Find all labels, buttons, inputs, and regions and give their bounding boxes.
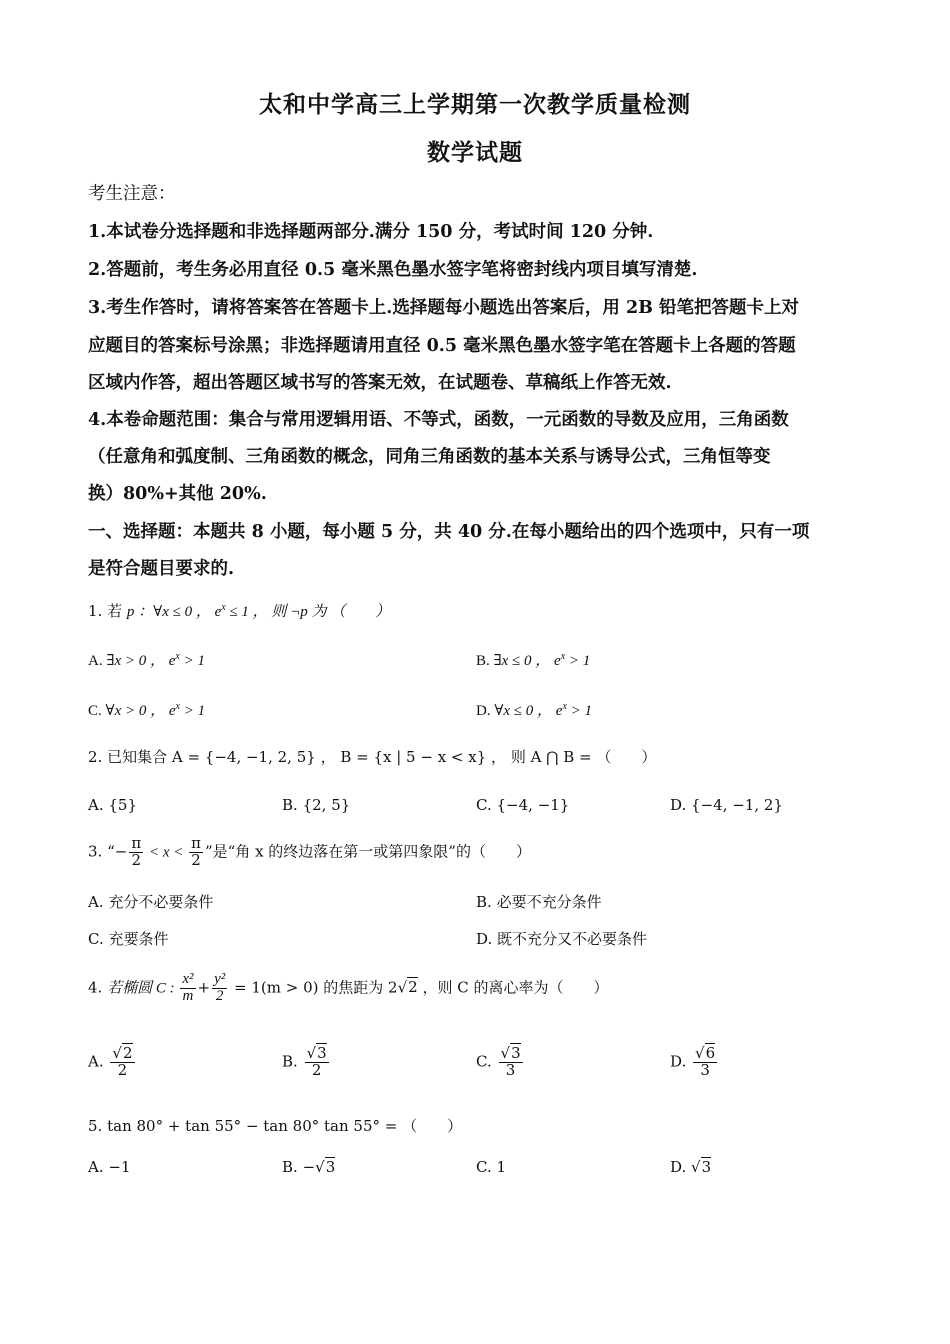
q5-option-a[interactable] [88, 1158, 131, 1176]
plus-sign: + [197, 978, 211, 997]
inequality: < x < [145, 844, 188, 861]
fraction-denominator: 3 [505, 1060, 516, 1079]
fraction-denominator: 2 [311, 1060, 322, 1079]
option-text: ∃x > 0 ， e [106, 653, 176, 669]
question-math: ≤ 1 ， 则 ¬p 为 （ ） [225, 604, 391, 620]
option-letter: B. [282, 1052, 298, 1071]
sqrt-radicand: 2 [408, 978, 418, 997]
exam-subtitle: 数学试题 [427, 139, 523, 166]
superscript: x [221, 602, 226, 613]
option-letter: D. [476, 703, 491, 719]
question-5 [88, 1115, 462, 1136]
q2-option-d[interactable] [670, 796, 783, 814]
superscript: x [560, 651, 566, 662]
question-number: 3. [88, 842, 103, 861]
option-letter: A. [88, 796, 104, 814]
option-text: {2, 5} [302, 796, 351, 814]
q3-option-d[interactable] [476, 928, 647, 949]
notice-line-4: 应题目的答案标号涂黑；非选择题请用直径 0.5 毫米黑色墨水签字笔在答题卡上各题的答题 [88, 336, 796, 356]
option-text: − [302, 1158, 316, 1176]
q5-option-c[interactable] [476, 1158, 506, 1176]
option-text: 充要条件 [108, 930, 169, 948]
question-text: = 1(m > 0) 的焦距为 2 [229, 978, 398, 997]
question-4: 4. 若椭圆 C : $\frac{\text{x²}}{m}$ + $\frac{\text{y²}}{2}$ = 1(m > 0) 的焦距为 2√2 ，则 C 的离心率为（ ） [88, 971, 609, 1004]
fraction-denominator: m [182, 987, 194, 1004]
option-text: 1 [496, 1158, 507, 1176]
q4-option-a[interactable]: A. $\frac{√2}{2}$ [88, 1044, 133, 1079]
notice-line-5: 区域内作答，超出答题区域书写的答案无效，在试题卷、草稿纸上作答无效. [88, 373, 672, 393]
sqrt-radicand: 3 [511, 1044, 521, 1062]
fraction-numerator: π [191, 834, 201, 852]
sqrt-radicand: 3 [325, 1158, 336, 1176]
q4-option-b[interactable]: B. $\frac{√3}{2}$ [282, 1044, 327, 1079]
q4-option-d[interactable]: D. $\frac{√6}{3}$ [670, 1044, 716, 1079]
q1-option-c[interactable] [88, 699, 205, 720]
question-2 [88, 746, 656, 767]
notice-line-7: （任意角和弧度制、三角函数的概念，同角三角函数的基本关系与诱导公式，三角恒等变 [88, 447, 771, 467]
q1-option-b[interactable] [476, 649, 590, 670]
question-text: 已知集合 A = {−4, −1, 2, 5} ， B = {x | 5 − x < x} ， 则 A ⋂ B = （ ） [107, 748, 657, 766]
notice-line-2: 2.答题前，考生务必用直径 0.5 毫米黑色墨水签字笔将密封线内项目填写清楚. [88, 260, 698, 280]
sqrt-radicand: 2 [122, 1044, 133, 1062]
fraction-numerator: y² [214, 971, 226, 987]
question-text: 若 [107, 602, 123, 620]
notice-line-6: 4.本卷命题范围：集合与常用逻辑用语、不等式，函数，一元函数的导数及应用，三角函数 [88, 410, 789, 430]
question-math: p ：∀x ≤ 0 ， e [126, 604, 222, 620]
option-text: 既不充分又不必要条件 [497, 930, 648, 948]
q2-option-b[interactable] [282, 796, 350, 814]
sqrt-radicand: 6 [705, 1044, 716, 1062]
fraction-denominator: 2 [131, 850, 142, 869]
sqrt-radicand: 3 [701, 1158, 712, 1176]
option-text: 充分不必要条件 [108, 893, 214, 911]
option-letter: B. [282, 796, 298, 814]
question-number: 1. [88, 602, 103, 620]
q2-option-c[interactable] [476, 796, 569, 814]
option-letter: A. [88, 1158, 104, 1176]
notice-heading: 考生注意： [88, 184, 176, 204]
question-3 [88, 836, 531, 869]
question-text: ”是“角 x 的终边落在第一或第四象限”的（ ） [204, 842, 531, 861]
option-text: > 1 [566, 703, 593, 719]
option-letter: B. [476, 653, 490, 669]
option-text: 必要不充分条件 [496, 893, 602, 911]
option-text: {−4, −1, 2} [691, 796, 783, 814]
option-letter: A. [88, 1052, 104, 1071]
option-letter: B. [476, 893, 492, 911]
question-text: tan 80° + tan 55° − tan 80° tan 55° = （ ） [107, 1117, 463, 1135]
option-letter: A. [88, 893, 104, 911]
option-text: {5} [108, 796, 138, 814]
sqrt-radicand: 3 [317, 1044, 327, 1062]
section-heading-line-1: 一、选择题：本题共 8 小题，每小题 5 分，共 40 分.在每小题给出的四个选项中，只有一项 [88, 522, 810, 542]
option-text: > 1 [565, 653, 591, 669]
option-letter: D. [670, 796, 687, 814]
option-letter: B. [282, 1158, 298, 1176]
question-text: ，则 C 的离心率为（ ） [417, 978, 609, 997]
question-1 [88, 600, 390, 621]
fraction-denominator: 2 [117, 1060, 128, 1079]
q3-option-c[interactable] [88, 928, 169, 949]
q5-option-d[interactable]: D. √3 [670, 1158, 712, 1176]
notice-line-3: 3.考生作答时，请将答案答在答题卡上.选择题每小题选出答案后，用 2B 铅笔把答题卡上对 [88, 298, 800, 318]
option-text: ∀x > 0 ， e [105, 703, 176, 719]
q1-option-a[interactable] [88, 649, 205, 670]
option-text: −1 [108, 1158, 131, 1176]
option-text: ∀x ≤ 0 ， e [494, 703, 563, 719]
option-text: > 1 [179, 703, 206, 719]
q3-option-b[interactable] [476, 891, 602, 912]
fraction-denominator: 2 [215, 987, 224, 1004]
exam-title: 太和中学高三上学期第一次教学质量检测 [259, 91, 691, 118]
option-letter: D. [670, 1052, 687, 1071]
fraction-numerator: π [131, 834, 142, 852]
option-letter: C. [476, 1052, 492, 1071]
fraction-denominator: 3 [700, 1060, 710, 1079]
q2-option-a[interactable] [88, 796, 137, 814]
superscript: x [175, 701, 180, 712]
question-number: 2. [88, 748, 103, 766]
section-heading-line-2: 是符合题目要求的. [88, 559, 235, 579]
option-text: > 1 [179, 653, 205, 669]
option-letter: D. [476, 930, 493, 948]
notice-line-8: 换）80%+其他 20%. [88, 484, 267, 504]
option-letter: A. [88, 653, 103, 669]
fraction-denominator: 2 [191, 850, 201, 869]
q4-option-c[interactable]: C. $\frac{√3}{3}$ [476, 1044, 521, 1079]
notice-line-1: 1.本试卷分选择题和非选择题两部分.满分 150 分，考试时间 120 分钟. [88, 222, 654, 242]
option-letter: C. [88, 703, 102, 719]
question-text: 若椭圆 C : [107, 980, 179, 997]
option-letter: C. [476, 796, 492, 814]
q5-option-b[interactable]: B. −√3 [282, 1158, 336, 1176]
option-letter: C. [88, 930, 104, 948]
open-quote: “ [107, 842, 115, 861]
fraction-numerator: x² [182, 971, 194, 987]
superscript: x [175, 651, 180, 662]
superscript: x [562, 701, 567, 712]
question-number: 4. [88, 978, 103, 997]
q1-option-d[interactable] [476, 699, 592, 720]
minus-sign: − [114, 842, 128, 861]
option-text: ∃x ≤ 0 ， e [493, 653, 561, 669]
option-letter: C. [476, 1158, 492, 1176]
option-letter: D. [670, 1158, 687, 1176]
q3-option-a[interactable] [88, 891, 213, 912]
question-number: 5. [88, 1117, 103, 1135]
option-text: {−4, −1} [496, 796, 570, 814]
